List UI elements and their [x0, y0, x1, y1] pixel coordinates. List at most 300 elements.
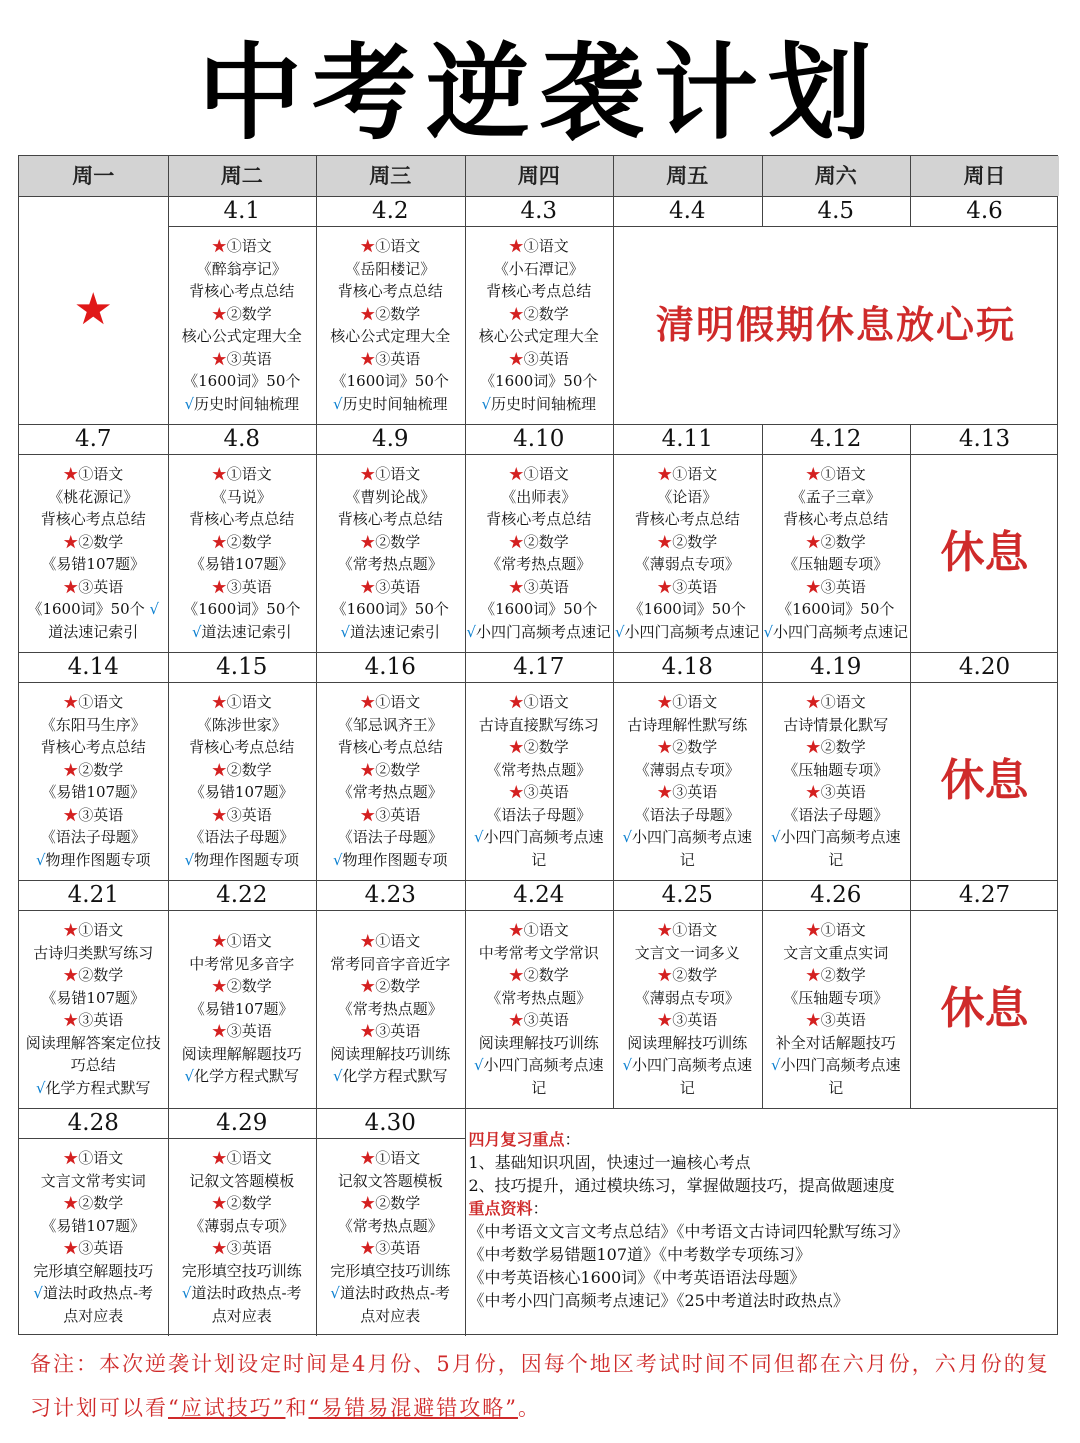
plan-line-text: 道法时政热点-考 [339, 1284, 451, 1302]
grid-line-v [168, 652, 169, 880]
plan-line [184, 1065, 299, 1088]
plan-line-text: 道法时政热点-考 [42, 1284, 154, 1302]
star-icon: ★ [360, 532, 376, 551]
plan-line: 《醉翁亭记》 [196, 259, 287, 278]
star-icon: ★ [508, 921, 524, 939]
plan-line: 《陈涉世家》 [196, 715, 287, 734]
weekday-header: 周五 [613, 156, 762, 196]
plan-line: 古诗直接默写练习 [478, 715, 599, 734]
holiday-cell [613, 226, 1059, 424]
resources-heading: 重点资料 [468, 1199, 533, 1218]
plan-line [657, 691, 717, 714]
day-plan [613, 682, 762, 880]
star-icon: ★ [657, 577, 673, 596]
plan-line [806, 691, 866, 714]
plan-line [509, 463, 569, 486]
grid-line-v [613, 196, 614, 424]
check-icon: √ [332, 394, 343, 413]
summary-heading: 四月复习重点 [468, 1130, 565, 1149]
date-label: 4.14 [67, 654, 119, 680]
grid-line-v [168, 156, 169, 196]
grid-line-v [168, 424, 169, 652]
grid-line-v [613, 424, 614, 652]
star-icon: ★ [63, 805, 79, 824]
plan-line-text: ①语文 [375, 237, 421, 255]
day-plan [168, 910, 317, 1108]
footnote-link-exam-tips[interactable]: “应试技巧” [168, 1396, 286, 1420]
schedule-table [18, 155, 1058, 1335]
plan-line [657, 463, 717, 486]
plan-line [615, 621, 760, 644]
plan-line [360, 348, 420, 371]
plan-line-text: 历史时间轴梳理 [342, 394, 448, 413]
star-icon: ★ [63, 693, 79, 711]
day-plan [168, 1138, 317, 1336]
plan-line [212, 930, 272, 953]
date-label: 4.6 [966, 198, 1003, 224]
plan-line [657, 919, 717, 942]
plan-line-text: ③英语 [78, 1239, 124, 1257]
plan-line: 背核心考点总结 [337, 510, 443, 528]
plan-line-text: ①语文 [375, 465, 421, 483]
rest-label: 休息 [940, 754, 1029, 806]
check-icon: √ [35, 850, 46, 869]
plan-line-text: ②数学 [523, 532, 569, 551]
plan-line [184, 849, 299, 872]
date-label: 4.21 [67, 882, 119, 908]
day-plan [168, 454, 317, 652]
plan-line [466, 621, 611, 644]
star-icon: ★ [211, 532, 227, 551]
star-icon: ★ [211, 977, 227, 996]
star-icon: ★ [805, 693, 821, 711]
plan-line [182, 1282, 302, 1305]
star-icon: ★ [211, 1149, 227, 1167]
star-icon: ★ [63, 760, 79, 779]
resource-item: 《中考语文文言文考点总结》《中考语文古诗词四轮默写练习》 [468, 1222, 909, 1241]
plan-line-text: ①语文 [672, 921, 718, 939]
star-icon: ★ [360, 237, 376, 255]
plan-line: 记 [679, 850, 695, 869]
plan-line: 《1600词》50个 [331, 372, 449, 390]
plan-line-text: ②数学 [226, 977, 272, 996]
plan-line-text: ③英语 [78, 805, 124, 824]
grid-line-v [316, 1108, 317, 1336]
plan-line [360, 804, 420, 827]
plan-line: 背核心考点总结 [40, 738, 146, 756]
star-icon: ★ [63, 921, 79, 939]
star-icon: ★ [657, 738, 673, 756]
plan-line [212, 1147, 272, 1170]
plan-line: 背核心考点总结 [337, 282, 443, 300]
plan-line: 《马说》 [211, 487, 272, 506]
plan-line [63, 463, 123, 486]
date-label: 4.16 [364, 654, 416, 680]
plan-line: 《薄弱点专项》 [634, 760, 740, 779]
plan-line: 记 [679, 1078, 695, 1097]
plan-line-text: 小四门高频考点速 [483, 828, 604, 846]
star-icon: ★ [508, 237, 524, 255]
plan-line-text: ①语文 [226, 1149, 272, 1167]
plan-line-text: ②数学 [820, 738, 866, 756]
plan-line-text: ③英语 [375, 1239, 421, 1257]
plan-line: 古诗归类默写练习 [33, 943, 154, 962]
plan-line: 记 [828, 850, 844, 869]
plan-line: 《易错107题》 [41, 555, 146, 573]
plan-line [63, 919, 123, 942]
plan-line-text: ③英语 [375, 805, 421, 824]
check-icon: √ [763, 622, 774, 641]
star-icon: ★ [508, 577, 524, 596]
plan-line [360, 1020, 420, 1043]
date-label: 4.11 [661, 426, 713, 452]
plan-line: 《1600词》50个 [331, 600, 449, 618]
rest-cell [910, 682, 1059, 880]
grid-line-v [168, 880, 169, 1108]
plan-line-text: ②数学 [226, 760, 272, 779]
plan-line [63, 1147, 123, 1170]
grid-line-v [762, 652, 763, 880]
plan-line-text: 小四门高频考点速记 [624, 622, 760, 641]
plan-line [63, 964, 123, 987]
plan-line-text: ②数学 [78, 1194, 124, 1212]
star-icon: ★ [360, 760, 376, 779]
date-label: 4.30 [364, 1110, 416, 1136]
plan-line: 阅读理解技巧训练 [330, 1044, 451, 1063]
plan-line [212, 759, 272, 782]
plan-line-text: ③英语 [672, 783, 718, 801]
star-icon: ★ [63, 1011, 79, 1029]
grid-line-v [613, 652, 614, 880]
plan-line: 核心公式定理大全 [330, 327, 451, 345]
plan-line [333, 1065, 448, 1088]
date-label: 4.26 [810, 882, 862, 908]
check-icon: √ [149, 600, 160, 618]
plan-line-text: 道法速记索引 [201, 622, 292, 641]
weekday-header: 周二 [168, 156, 317, 196]
check-icon: √ [473, 1056, 484, 1074]
star-icon: ★ [360, 805, 376, 824]
star-icon: ★ [63, 465, 79, 483]
plan-line-text: 小四门高频考点速记 [773, 622, 909, 641]
star-icon: ★ [657, 783, 673, 801]
plan-line-text: ③英语 [375, 349, 421, 368]
plan-line [360, 1147, 420, 1170]
plan-line-text: ②数学 [523, 966, 569, 984]
plan-line-text: ③英语 [523, 349, 569, 368]
plan-line [360, 576, 420, 599]
plan-line [771, 826, 901, 849]
plan-line: 《1600词》50个 [628, 600, 746, 618]
plan-line: 点对应表 [63, 1306, 124, 1325]
plan-line: 《压轴题专项》 [783, 988, 889, 1007]
date-label: 4.15 [216, 654, 268, 680]
grid-line-v [168, 1108, 169, 1336]
day-plan [465, 454, 614, 652]
plan-line: 文言文重点实词 [783, 943, 889, 962]
day-plan [762, 682, 911, 880]
plan-line: 背核心考点总结 [634, 510, 740, 528]
grid-line-v [465, 880, 466, 1108]
plan-line [192, 621, 292, 644]
plan-line-text: ①语文 [672, 693, 718, 711]
plan-line [657, 1009, 717, 1032]
footnote-link-error-guide[interactable]: “易错易混避错攻略” [308, 1396, 518, 1420]
plan-line: 《论语》 [657, 487, 718, 506]
holiday-label: 清明假期休息放心玩 [655, 301, 1016, 347]
plan-line [657, 964, 717, 987]
date-label: 4.19 [810, 654, 862, 680]
date-label: 4.5 [817, 198, 855, 224]
date-label: 4.13 [958, 426, 1011, 452]
grid-line-v [613, 156, 614, 196]
plan-line-text: 道法速记索引 [350, 622, 441, 641]
grid-line-v [465, 196, 466, 424]
check-icon: √ [330, 1284, 340, 1302]
plan-line-text: 小四门高频考点速 [483, 1056, 604, 1074]
plan-line-text: ①语文 [226, 693, 272, 711]
star-icon: ★ [805, 465, 821, 483]
plan-line-text: ③英语 [226, 805, 272, 824]
plan-line: 《语法子母题》 [189, 828, 295, 846]
plan-line [212, 804, 272, 827]
star-icon: ★ [211, 932, 227, 951]
resources-heading-line: 重点资料： [468, 1199, 549, 1218]
star-icon: ★ [805, 738, 821, 756]
summary-point: 2、技巧提升，通过模块练习，掌握做题技巧，提高做题速度 [468, 1176, 895, 1195]
plan-line: 背核心考点总结 [189, 510, 295, 528]
plan-line [212, 463, 272, 486]
plan-line [771, 1054, 901, 1077]
plan-line-text: ①语文 [78, 465, 124, 483]
plan-line: 《压轴题专项》 [783, 555, 889, 573]
plan-line-text: ②数学 [375, 1194, 421, 1212]
date-label: 4.27 [958, 882, 1011, 908]
plan-line [509, 736, 569, 759]
resource-item: 《中考英语核心1600词》《中考英语语法母题》 [468, 1268, 806, 1287]
star-icon: ★ [657, 693, 673, 711]
plan-line-text: 物理作图题专项 [342, 850, 448, 869]
plan-line: 《易错107题》 [189, 783, 294, 801]
plan-line-text: ②数学 [375, 760, 421, 779]
plan-line [184, 393, 299, 416]
plan-line: 点对应表 [211, 1306, 272, 1325]
plan-line-text: ③英语 [226, 577, 272, 596]
plan-line-text: 小四门高频考点速 [632, 828, 753, 846]
plan-line [806, 463, 866, 486]
plan-line-text: ②数学 [523, 738, 569, 756]
plan-line: 《1600词》50个 [480, 372, 598, 390]
plan-line: 背核心考点总结 [783, 510, 889, 528]
plan-line-text: ②数学 [820, 966, 866, 984]
date-label: 4.3 [520, 198, 558, 224]
resource-item: 《中考小四门高频考点速记》《25中考道法时政热点》 [468, 1291, 849, 1310]
plan-line-text: 历史时间轴梳理 [491, 394, 597, 413]
plan-line-text: 小四门高频考点速 [780, 828, 901, 846]
grid-line-v [465, 156, 466, 196]
plan-line [212, 235, 272, 258]
plan-line [33, 1282, 153, 1305]
plan-line-text: ②数学 [78, 966, 124, 984]
plan-line [806, 1009, 866, 1032]
plan-line-text: ①语文 [226, 932, 272, 951]
star-icon: ★ [508, 304, 524, 323]
star-icon: ★ [211, 237, 227, 255]
plan-line-text: ②数学 [226, 1194, 272, 1212]
plan-line: 背核心考点总结 [486, 510, 592, 528]
plan-line: 《常考热点题》 [337, 1216, 443, 1235]
date-label: 4.4 [668, 198, 706, 224]
plan-line: 背核心考点总结 [189, 282, 295, 300]
grid-line-v [910, 156, 911, 196]
plan-line-text: ②数学 [672, 738, 718, 756]
star-icon: ★ [73, 283, 113, 335]
plan-line: 背核心考点总结 [189, 738, 295, 756]
plan-line [63, 759, 123, 782]
star-icon: ★ [360, 932, 376, 951]
plan-line [622, 1054, 752, 1077]
plan-line: 《桃花源记》 [48, 487, 139, 506]
plan-line-text: 小四门高频考点速 [780, 1056, 901, 1074]
grid-line-v [910, 880, 911, 1108]
star-icon: ★ [63, 532, 79, 551]
plan-line [806, 919, 866, 942]
day-plan [316, 226, 465, 424]
plan-line [657, 576, 717, 599]
day-plan [19, 454, 168, 652]
plan-line: 《常考热点题》 [337, 999, 443, 1018]
check-icon: √ [770, 1056, 781, 1074]
star-icon: ★ [360, 465, 376, 483]
plan-line [806, 781, 866, 804]
plan-line: 《语法子母题》 [337, 828, 443, 846]
plan-line: 《1600词》50个 [480, 600, 598, 618]
date-label: 4.24 [513, 882, 565, 908]
star-cell [19, 196, 168, 424]
star-icon: ★ [805, 577, 821, 596]
plan-line [212, 576, 272, 599]
plan-line: 《小石潭记》 [493, 259, 584, 278]
plan-line [657, 531, 717, 554]
plan-line: 阅读理解答案定位技 [25, 1033, 161, 1052]
plan-line [509, 348, 569, 371]
plan-line [212, 1020, 272, 1043]
weekday-header: 周三 [316, 156, 465, 196]
day-plan [613, 454, 762, 652]
star-icon: ★ [360, 1194, 376, 1212]
plan-line-text: ②数学 [523, 304, 569, 323]
plan-line: 《常考热点题》 [337, 783, 443, 801]
check-icon: √ [340, 622, 351, 641]
grid-line-v [168, 196, 169, 424]
plan-line: 古诗理解性默写练 [627, 715, 748, 734]
plan-line [509, 919, 569, 942]
plan-line: 《曹刿论战》 [345, 487, 436, 506]
plan-line: 《压轴题专项》 [783, 760, 889, 779]
plan-line: 《1600词》50个 [777, 600, 895, 618]
grid-line-v [910, 424, 911, 652]
plan-line-text: 道法时政热点-考 [191, 1284, 302, 1302]
plan-line [622, 826, 752, 849]
plan-line-text: ③英语 [375, 577, 421, 596]
grid-line-v [762, 196, 763, 226]
plan-line [333, 849, 448, 872]
day-plan [762, 454, 911, 652]
date-label: 4.17 [513, 654, 565, 680]
plan-line-text: ①语文 [672, 465, 718, 483]
plan-line [63, 576, 123, 599]
star-icon: ★ [63, 1194, 79, 1212]
plan-line-text: ①语文 [523, 237, 569, 255]
day-plan [316, 910, 465, 1108]
plan-line-text: 历史时间轴梳理 [194, 394, 300, 413]
plan-line-text: ③英语 [672, 1011, 718, 1029]
date-label: 4.8 [223, 426, 261, 452]
plan-line-text: ②数学 [375, 304, 421, 323]
plan-line [806, 964, 866, 987]
date-label: 4.23 [364, 882, 416, 908]
check-icon: √ [622, 828, 633, 846]
plan-line-text: 小四门高频考点速 [632, 1056, 753, 1074]
plan-line: 文言文一词多义 [634, 943, 740, 962]
plan-line [212, 1192, 272, 1215]
day-plan [168, 682, 317, 880]
day-plan [465, 682, 614, 880]
check-icon: √ [614, 622, 625, 641]
check-icon: √ [622, 1056, 633, 1074]
plan-line-text: ①语文 [375, 693, 421, 711]
plan-line [360, 463, 420, 486]
check-icon: √ [35, 1078, 46, 1097]
plan-line: 完形填空技巧训练 [330, 1261, 451, 1280]
star-icon: ★ [211, 1239, 227, 1257]
star-icon: ★ [508, 532, 524, 551]
star-icon: ★ [211, 760, 227, 779]
date-label: 4.1 [223, 198, 261, 224]
summary-heading-line: 四月复习重点： [468, 1130, 581, 1149]
weekday-header: 周日 [910, 156, 1059, 196]
star-icon: ★ [508, 738, 524, 756]
weekday-header: 周六 [762, 156, 911, 196]
plan-line: 记叙文答题模板 [189, 1171, 295, 1190]
plan-line: 《常考热点题》 [486, 760, 592, 779]
plan-line [63, 1237, 123, 1260]
star-icon: ★ [508, 783, 524, 801]
star-icon: ★ [211, 349, 227, 368]
page-title: 中考逆袭计划 [197, 31, 882, 154]
plan-line [360, 759, 420, 782]
plan-line-text: ③英语 [820, 577, 866, 596]
check-icon: √ [332, 850, 343, 869]
plan-line: 常考同音字音近字 [330, 954, 451, 973]
plan-line-text: ③英语 [226, 349, 272, 368]
plan-line-text: ②数学 [820, 532, 866, 551]
plan-line [360, 930, 420, 953]
check-icon: √ [184, 1067, 195, 1086]
plan-line: 《语法子母题》 [783, 805, 889, 824]
star-icon: ★ [508, 693, 524, 711]
plan-line: 《薄弱点专项》 [634, 555, 740, 573]
day-plan [762, 910, 911, 1108]
star-icon: ★ [211, 805, 227, 824]
rest-cell [910, 454, 1059, 652]
plan-line [509, 303, 569, 326]
plan-line-text: ①语文 [820, 921, 866, 939]
plan-line-text: ③英语 [672, 577, 718, 596]
plan-line: 文言文常考实词 [40, 1171, 146, 1190]
plan-line [806, 531, 866, 554]
plan-line [509, 781, 569, 804]
